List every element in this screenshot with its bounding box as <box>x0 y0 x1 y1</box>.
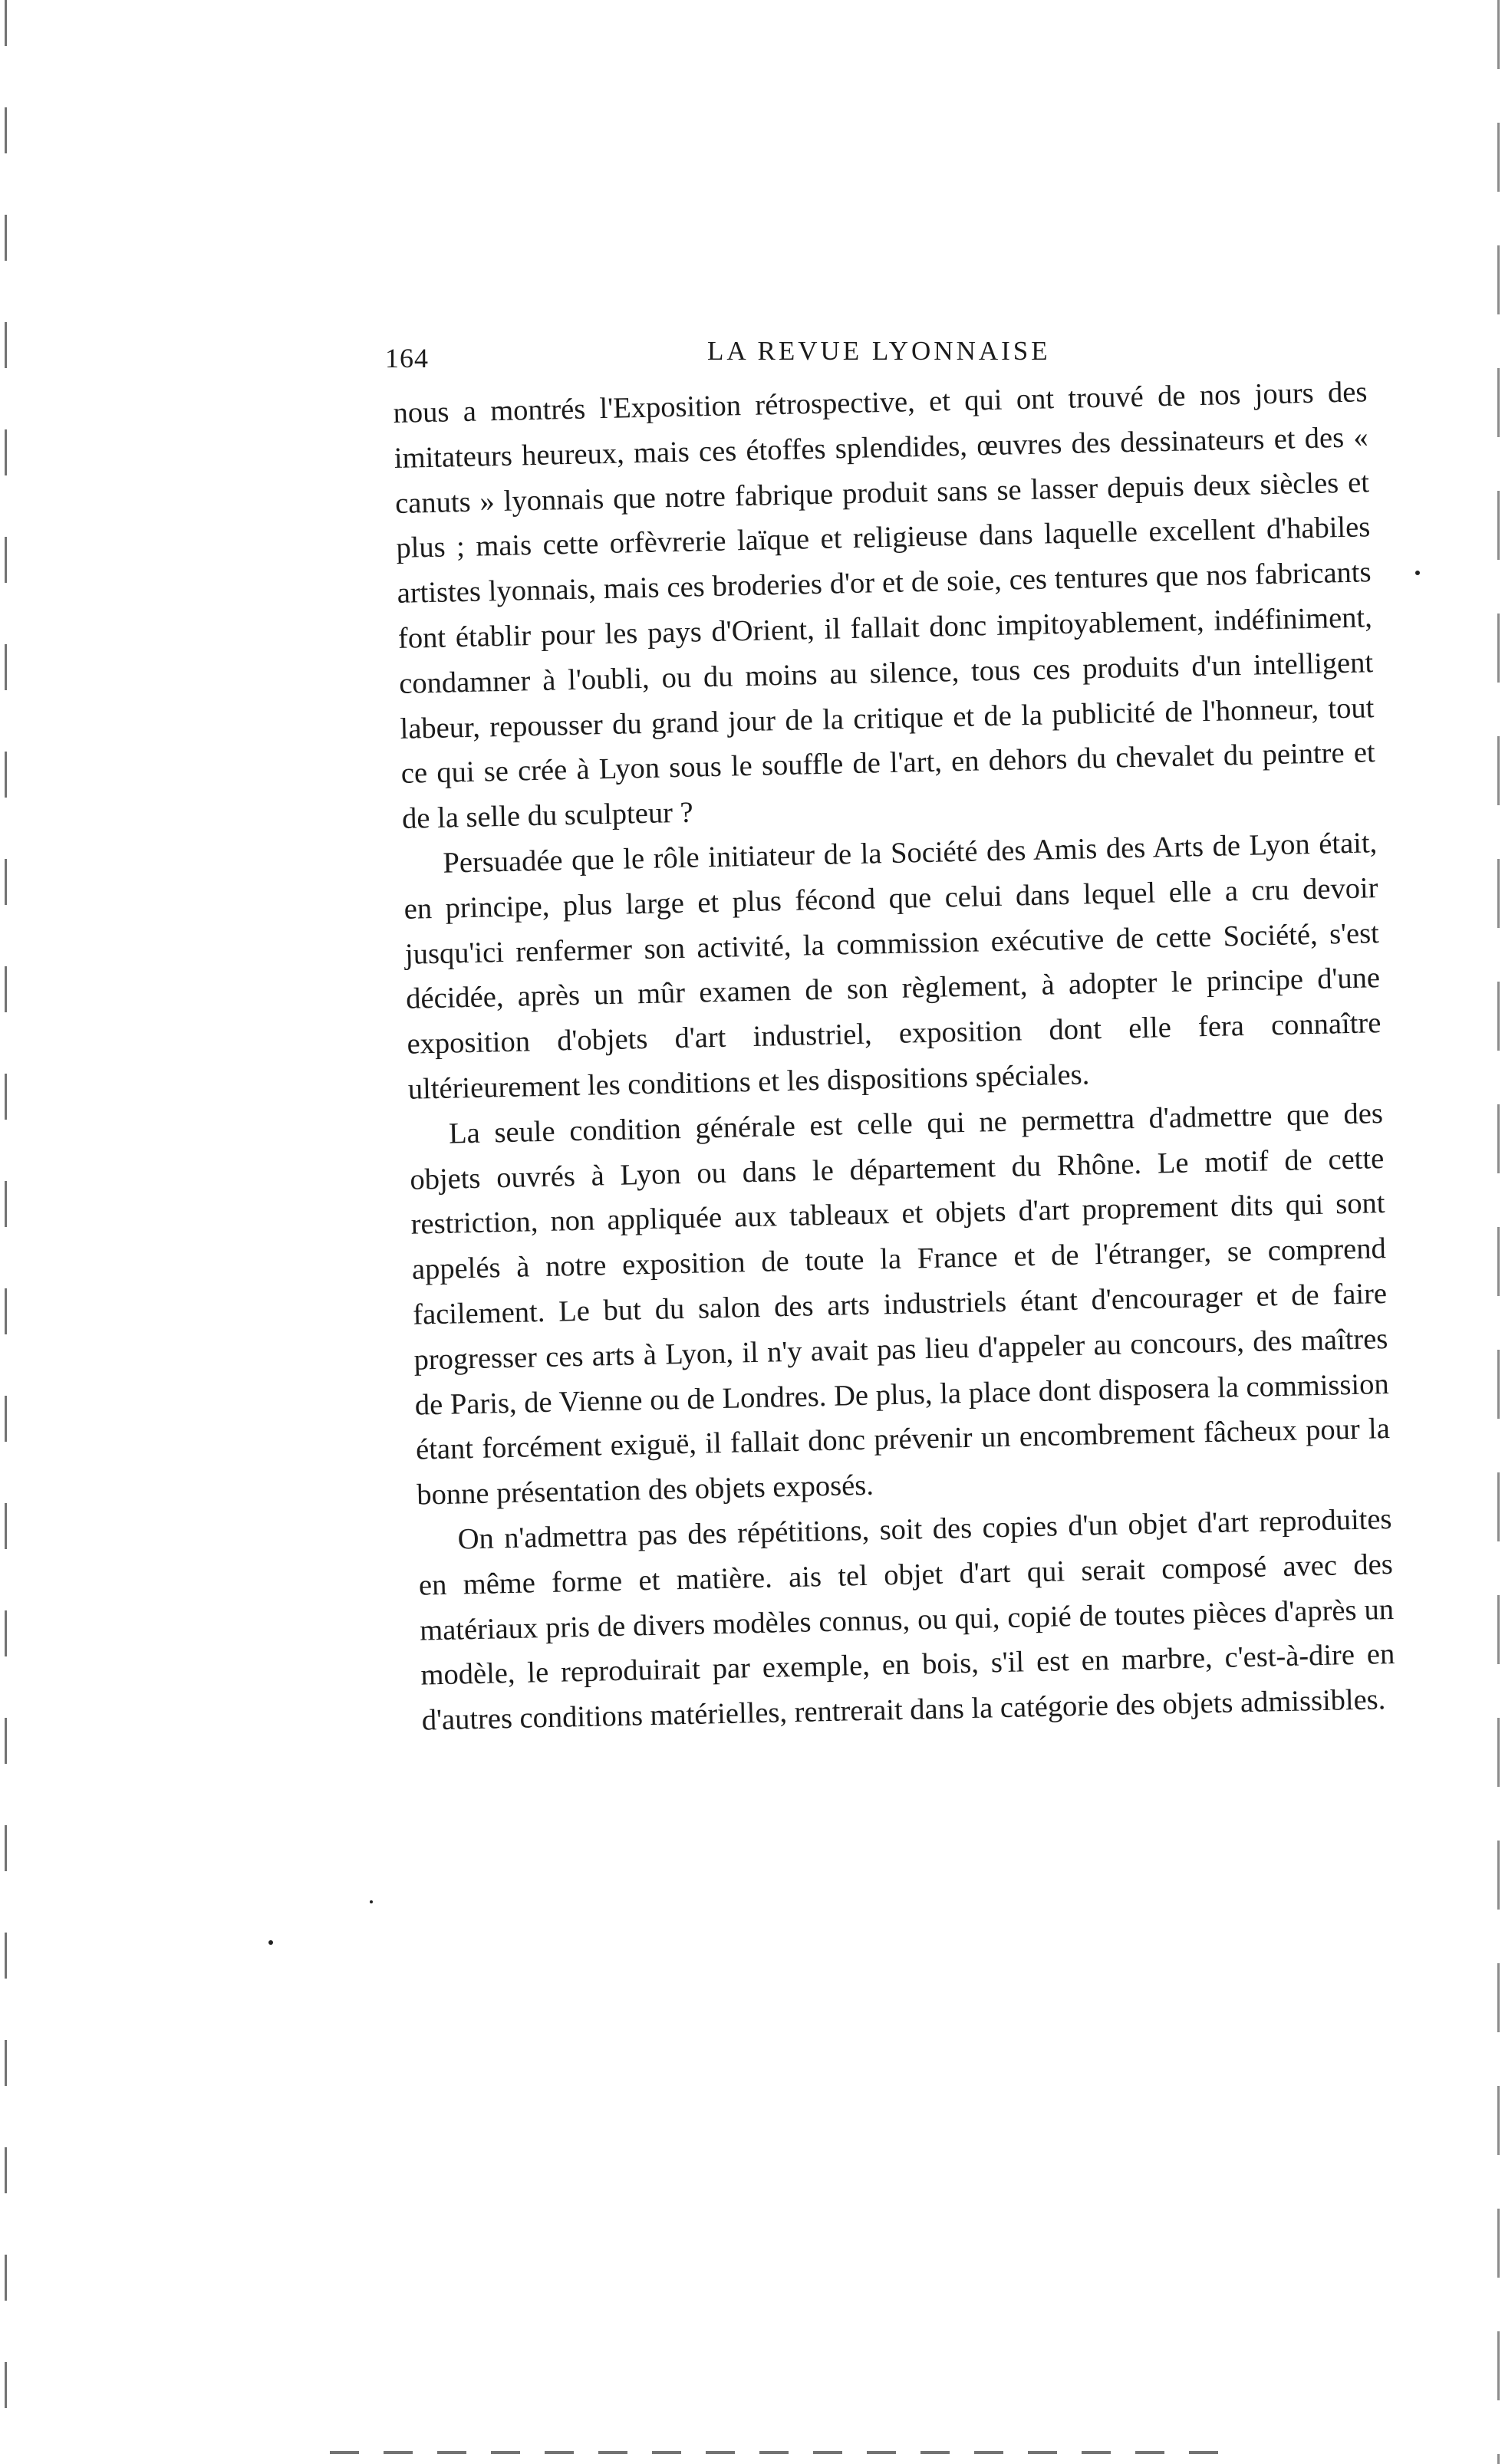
ink-speck <box>268 1940 273 1945</box>
paragraph-4: On n'admettra pas des répétitions, soit des copies d'un objet d'art reproduites en même forme et matière. ais tel objet d'art qui serait composé avec des matériaux pris de divers modèles connus, ou qui, copié de toutes pièces d'après un modèle, le reproduirait par exemple, en bois, s'il est en marbre, c'est-à-dire en d'autres conditions matérielles, rentrerait dans la catégorie des objets admissibles. <box>418 1502 1395 1737</box>
ink-speck <box>370 1900 373 1903</box>
bottom-scan-artifact <box>330 2451 1220 2454</box>
left-scan-edge <box>5 0 7 2464</box>
paragraph-1: nous a montrés l'Exposition rétrospective, et qui ont trouvé de nos jours des imitateurs heureux, mais ces étoffes splendides, œuvres des dessinateurs et des « canuts » lyonnais que notre fabrique produit sans se lasser depuis deux siècles et plus ; mais cette orfèvrerie laïque et religieuse dans laquelle excellent d'habiles artistes lyonnais, mais ces broderies d'or et de soie, ces tentures que nos fabricants font établir pour les pays d'Orient, il fallait donc impitoyablement, indéfiniment, condamner à l'oubli, ou du moins au silence, tous ces produits d'un intelligent labeur, repousser du grand jour de la critique et de la publicité de l'honneur, tout ce qui se crée à Lyon sous le souffle de l'art, en dehors du chevalet du peintre et de la selle du sculpteur ? <box>393 376 1376 836</box>
running-title: LA REVUE LYONNAISE <box>707 336 1051 366</box>
body-text <box>393 370 1396 1743</box>
paragraph-3: La seule condition générale est celle qui ne permettra d'admettre que des objets ouvrés à Lyon ou dans le département du Rhône. Le motif de cette restriction, non appliquée aux tableaux et objets d'art proprement dits qui sont appelés à notre exposition de toute la France et de l'étranger, se comprend facilement. Le but du salon des arts industriels étant d'encourager et de faire progresser ces arts à Lyon, il n'y avait pas lieu d'appeler au concours, des maîtres de Paris, de Vienne ou de Londres. De plus, la place dont disposera la commission étant forcément exiguë, il fallait donc prévenir un encombrement fâcheux pour la bonne présentation des objets exposés. <box>409 1097 1391 1512</box>
ink-speck <box>1415 571 1420 575</box>
page-number: 164 <box>385 343 429 373</box>
right-scan-edge <box>1497 0 1500 2464</box>
paragraph-2: Persuadée que le rôle initiateur de la Société des Amis des Arts de Lyon était, en principe, plus large et plus fécond que celui dans lequel elle a cru devoir jusqu'ici renfermer son activité, la commission exécutive de cette Société, s'est décidée, après un mûr examen de son règlement, à adopter le principe d'une exposition d'objets d'art industriel, exposition dont elle fera connaître ultérieurement les conditions et les dispositions spéciales. <box>403 827 1382 1106</box>
